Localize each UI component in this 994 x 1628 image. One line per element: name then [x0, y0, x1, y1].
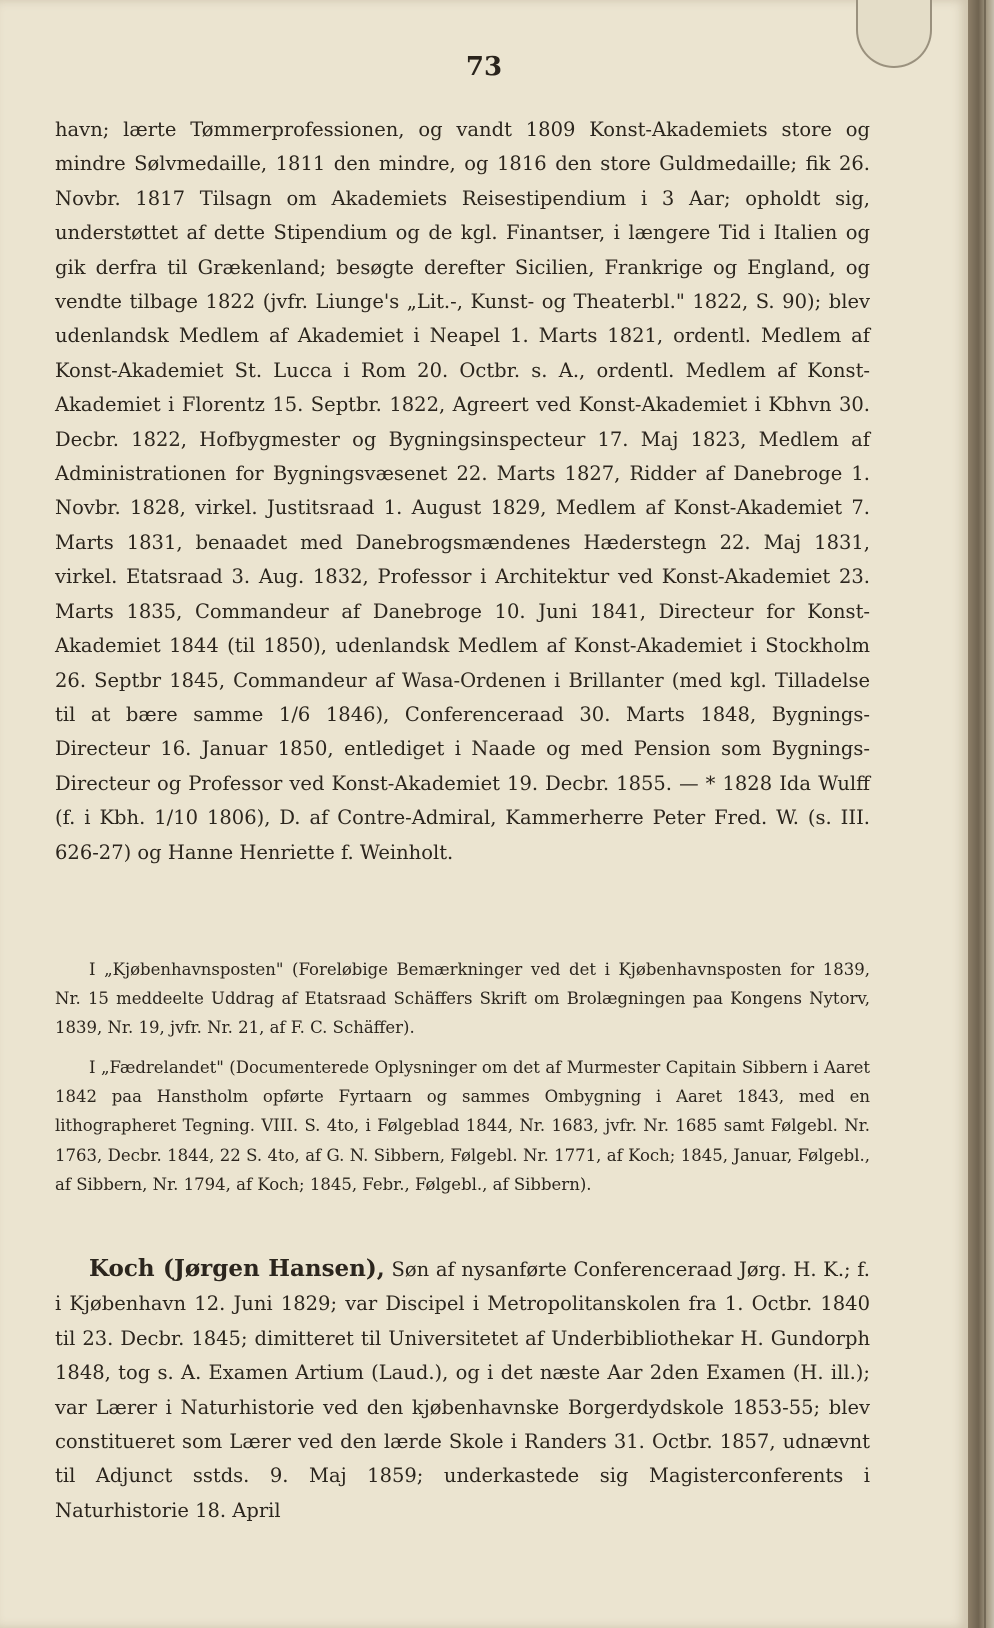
note-paragraph-1: I „Kjøbenhavnsposten" (Foreløbige Bemærkninger ved det i Kjøbenhavnsposten for 1839, Nr. 15 meddeelte Uddrag af Etatsraad Schäffers Skrift om Brolægningen paa Kongens Nytorv, 1839, Nr. 19, jvfr. Nr. 21, af F. C. Schäffer).	[55, 960, 870, 1038]
spine-edge-line	[984, 0, 986, 1628]
note-kjobenhavnsposten	[55, 955, 870, 1043]
entry-koch-jorgen-hansen	[55, 1252, 870, 1528]
main-paragraph-text: havn; lærte Tømmerprofessionen, og vandt 1809 Konst-Akademiets store og mindre Sølvmedaille, 1811 den mindre, og 1816 den store Guldmedaille; fik 26. Novbr. 1817 Tilsagn om Akademiets Reisestipendium i 3 Aar; opholdt sig, understøttet af dette Stipendium og de kgl. Finantser, i længere Tid i Italien og gik derfra til Grækenland; besøgte derefter Sicilien, Frankrige og England, og vendte tilbage 1822 (jvfr. Liunge's „Lit.-, Kunst- og Theaterbl." 1822, S. 90); blev udenlandsk Medlem af Akademiet i Neapel 1. Marts 1821, ordentl. Medlem af Konst-Akademiet St. Lucca i Rom 20. Octbr. s. A., ordentl. Medlem af Konst-Akademiet i Florentz 15. Septbr. 1822, Agreert ved Konst-Akademiet i Kbhvn 30. Decbr. 1822, Hofbygmester og Bygningsinspecteur 17. Maj 1823, Medlem af Administrationen for Bygningsvæsenet 22. Marts 1827, Ridder af Danebroge 1. Novbr. 1828, virkel. Justitsraad 1. August 1829, Medlem af Konst-Akademiet 7. Marts 1831, benaadet med Danebrogsmændenes Hæderstegn 22. Maj 1831, virkel. Etatsraad 3. Aug. 1832, Professor i Architektur ved Konst-Akademiet 23. Marts 1835, Commandeur af Danebroge 10. Juni 1841, Directeur for Konst-Akademiet 1844 (til 1850), udenlandsk Medlem af Konst-Akademiet i Stockholm 26. Septbr 1845, Commandeur af Wasa-Ordenen i Brillanter (med kgl. Tilladelse til at bære samme 1/6 1846), Conferenceraad 30. Marts 1848, Bygnings-Directeur 16. Januar 1850, entlediget i Naade og med Pension som Bygnings-Directeur og Professor ved Konst-Akademiet 19. Decbr. 1855. — * 1828 Ida Wulff (f. i Kbh. 1/10 1806), D. af Contre-Admiral, Kammerherre Peter Fred. W. (s. III. 626-27) og Hanne Henriette f. Weinholt.	[55, 118, 870, 864]
page-number: 73	[465, 52, 503, 82]
biography-main-paragraph	[55, 113, 870, 870]
entry-text: Søn af nysanførte Conferenceraad Jørg. H. K.; f. i Kjøbenhavn 12. Juni 1829; var Discipel i Metropolitanskolen fra 1. Octbr. 1840 til 23. Decbr. 1845; dimitteret til Universitetet af Underbibliothekar H. Gundorph 1848, tog s. A. Examen Artium (Laud.), og i det næste Aar 2den Examen (H. ill.); var Lærer i Naturhistorie ved den kjøbenhavnske Borgerdydskole 1853-55; blev constitueret som Lærer ved den lærde Skole i Randers 31. Octbr. 1857, udnævnt til Adjunct sstds. 9. Maj 1859; underkastede sig Magisterconferents i Naturhistorie 18. April	[55, 1258, 871, 1522]
note-paragraph-2: I „Fædrelandet" (Documenterede Oplysninger om det af Murmester Capitain Sibbern i Aaret 1842 paa Hanstholm opførte Fyrtaarn og sammes Ombygning i Aaret 1843, med en lithographeret Tegning. VIII. S. 4to, i Følgeblad 1844, Nr. 1683, jvfr. Nr. 1685 samt Følgebl. Nr. 1763, Decbr. 1844, 22 S. 4to, af G. N. Sibbern, Følgebl. Nr. 1771, af Koch; 1845, Januar, Følgebl., af Sibbern, Nr. 1794, af Koch; 1845, Febr., Følgebl., af Sibbern).	[55, 1058, 870, 1194]
entry-paragraph	[55, 1252, 870, 1528]
entry-name: Koch (Jørgen Hansen),	[89, 1255, 385, 1282]
note-faedrelandet	[55, 1053, 870, 1199]
book-spine	[968, 0, 994, 1628]
